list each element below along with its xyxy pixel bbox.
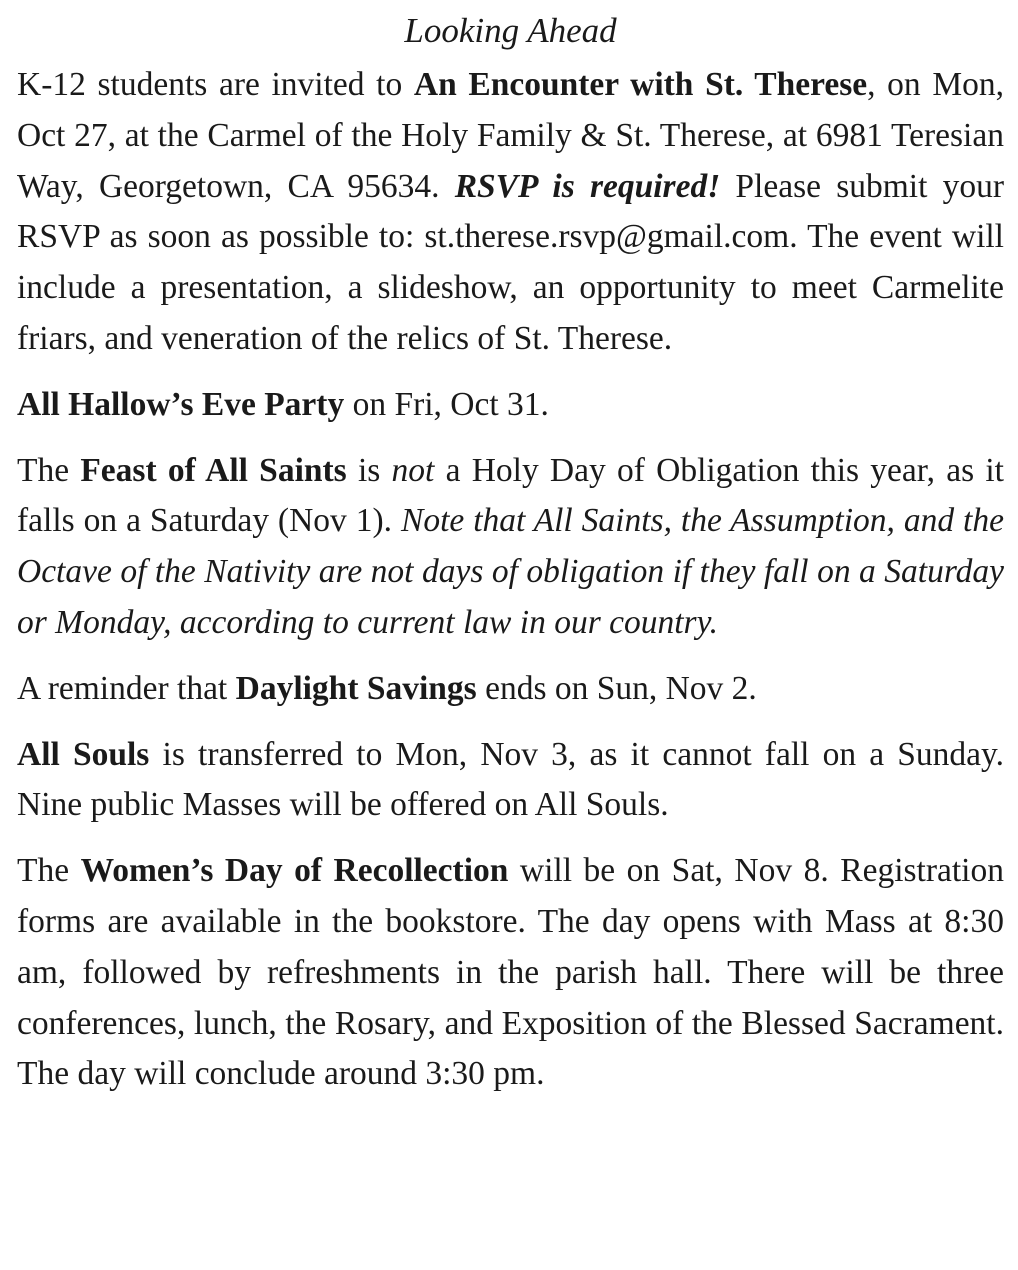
announcement-all-souls — [17, 730, 1004, 832]
body-text: will be on Sat, Nov 8. Registration forms are available in the bookstore. The day opens with Mass at 8:30 am, followed by refreshments in the parish hall. There will be three conferences, lunch, the Rosary, and Exposition of the Blessed Sacrament. The day will conclude around 3:30 pm. — [17, 852, 1004, 1093]
announcement-all-saints — [17, 446, 1004, 649]
announcement-all-hallows-eve — [17, 380, 1004, 431]
highlight-text: All Souls — [17, 735, 150, 773]
announcements-list — [17, 60, 1004, 1100]
body-text: A reminder that — [17, 669, 236, 707]
body-text: on Fri, Oct 31. — [344, 385, 549, 423]
highlight-text: Women’s Day of Recollection — [80, 852, 509, 890]
body-text: is — [346, 451, 392, 489]
body-text: K-12 students are invited to — [17, 66, 414, 103]
body-text: , on Mon, Oct 27, at the Carmel of the Holy Family & St. Therese, at 6981 Teresian Way, Georgetown, CA 95634. — [17, 66, 1004, 205]
body-text: a Holy Day of Obligation this year, as it falls on a Saturday (Nov 1). — [17, 451, 1004, 540]
highlight-text: Daylight Savings — [235, 669, 477, 707]
emphasis-text: not — [391, 451, 435, 489]
announcement-womens-day — [17, 846, 1004, 1100]
announcement-encounter — [17, 60, 1004, 365]
body-text: is transferred to Mon, Nov 3, as it cannot fall on a Sunday. Nine public Masses will be offered on All Souls. — [17, 735, 1004, 824]
announcement-daylight-savings — [17, 664, 1004, 715]
body-text: Please submit your RSVP as soon as possible to: st.therese.rsvp@gmail.com. The event will include a presentation, a slideshow, an opportunity to meet Carmelite friars, and veneration of the relics of St. Therese. — [17, 167, 1004, 357]
emphasis-text: Note that All Saints, the Assumption, and the Octave of the Nativity are not days of obligation if they fall on a Saturday or Monday, according to current law in our country. — [17, 502, 1004, 641]
section-heading: Looking Ahead — [404, 11, 617, 50]
highlight-text: An Encounter with St. Therese — [413, 66, 868, 103]
body-text: The — [17, 451, 81, 489]
body-text: The — [17, 852, 81, 890]
body-text: ends on Sun, Nov 2. — [476, 669, 757, 707]
highlight-text: Feast of All Saints — [80, 451, 347, 489]
highlight-text: All Hallow’s Eve Party — [17, 385, 345, 423]
highlight-text: RSVP is required! — [454, 167, 721, 205]
